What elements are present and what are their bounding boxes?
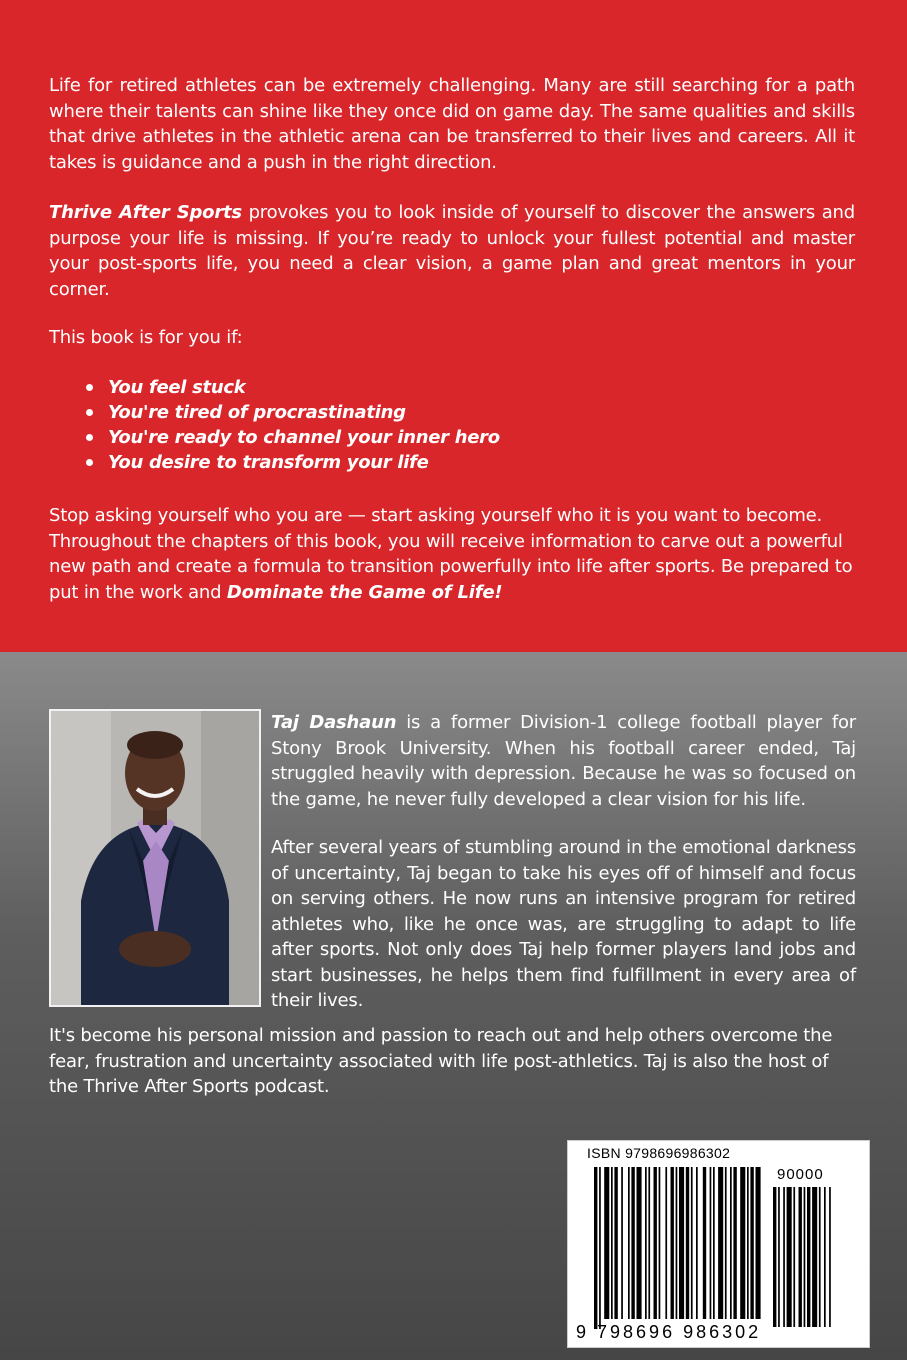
author-bio-paragraph-1 [271, 710, 856, 812]
isbn-label: ISBN 9798696986302 [587, 1145, 731, 1161]
book-pitch-paragraph [49, 200, 855, 302]
isbn-barcode [567, 1140, 870, 1348]
intro-paragraph: Life for retired athletes can be extremely challenging. Many are still searching for a path where their talents can shine like they once did on game day. The same qualities and skills that drive athletes in the athletic arena can be transferred to their lives and careers. All it takes is guidance and a push in the right direction. [49, 75, 855, 173]
book-pitch-text: provokes you to look inside of yourself to discover the answers and purpose your life is missing. If you’re ready to unlock your fullest potential and master your post-sports life, you need a clear vision, a game plan and great mentors in your corner. [49, 202, 855, 300]
closing-text: Stop asking yourself who you are — start asking yourself who it is you want to become. Throughout the chapters of this book, you will receive information to carve out a powerful new path and create a formula to transition powerfully into life after sports. Be prepared to put in the work and [49, 505, 853, 603]
author-portrait-illustration [51, 711, 259, 1005]
list-item: You feel stuck [49, 375, 500, 400]
audience-bullet-list [49, 375, 500, 475]
price-addon-code: 90000 [777, 1166, 824, 1183]
list-item: You desire to transform your life [49, 450, 500, 475]
audience-intro: This book is for you if: [49, 327, 243, 348]
closing-emphasis: Dominate the Game of Life! [226, 581, 503, 603]
closing-paragraph [49, 503, 855, 605]
author-name: Taj Dashaun [271, 712, 397, 733]
list-item: You're tired of procrastinating [49, 400, 500, 425]
book-title-inline: Thrive After Sports [49, 202, 242, 223]
isbn-digits: 9 798696 986302 [576, 1322, 762, 1342]
list-item: You're ready to channel your inner hero [49, 425, 500, 450]
author-photo [49, 709, 261, 1007]
author-bio-paragraph-2: After several years of stumbling around in the emotional darkness of uncertainty, Taj began to take his eyes off of himself and focus on serving others. He now runs an intensive program for retired athletes who, like he once was, are struggling to adapt to life after sports. Not only does Taj help former players land jobs and start businesses, he helps them find fulfillment in every area of their lives. [271, 837, 856, 1011]
author-bio-paragraph-3: It's become his personal mission and passion to reach out and help others overcome the fear, frustration and uncertainty associated with life post-athletics. Taj is also the host of the Thrive After Sports podcast. [49, 1025, 833, 1097]
author-bio-text: is a former Division-1 college football player for Stony Brook University. When his football career ended, Taj struggled heavily with depression. Because he was so focused on the game, he never fully developed a clear vision for his life. [271, 712, 856, 810]
barcode-bars [568, 1141, 869, 1347]
